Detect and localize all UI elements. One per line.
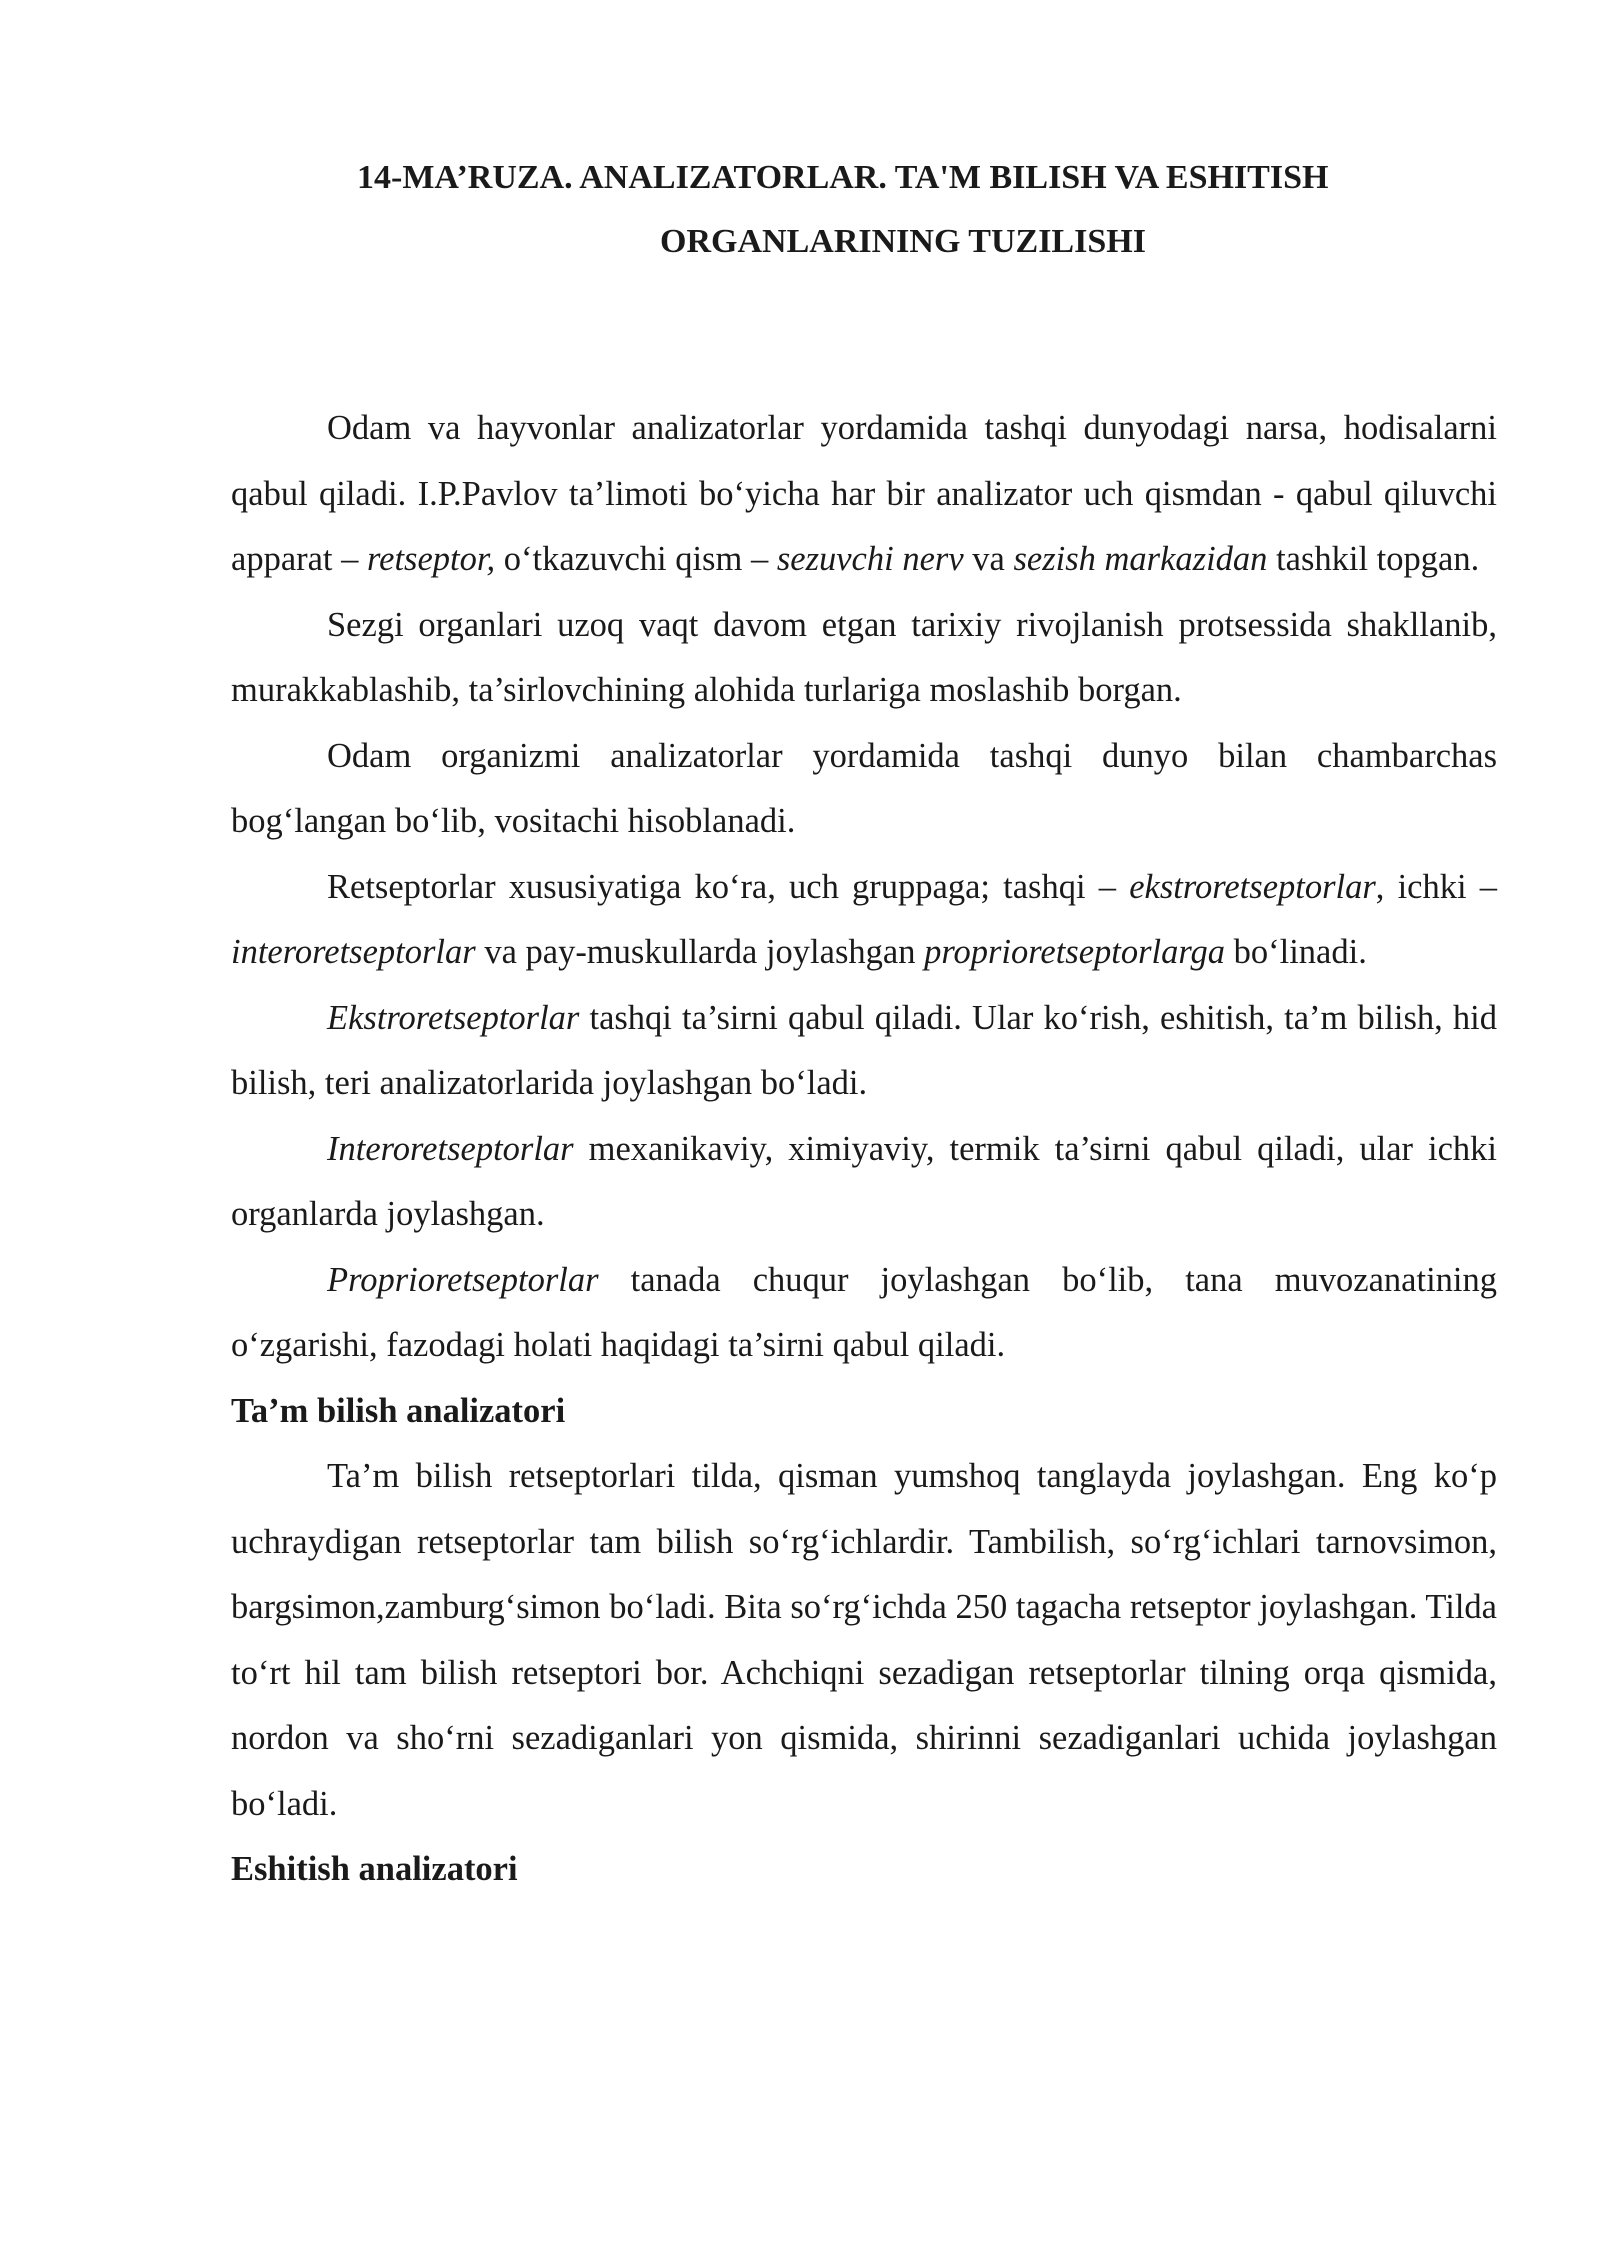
paragraph-text: tanada chuqur joylashgan bo‘lib, tana muvozanatining o‘zgarishi, fazodagi holati haqidagi ta’sirni qabul qiladi. — [231, 1260, 1497, 1364]
italic-term: interoretseptorlar — [231, 933, 476, 971]
italic-term: ekstroretseptorlar — [1129, 867, 1376, 906]
italic-term: Proprioretseptorlar — [327, 1260, 599, 1299]
italic-term: sezish markazidan — [1013, 540, 1268, 578]
italic-term: sezuvchi nerv — [776, 540, 964, 578]
title-line-2: ORGANLARINING TUZILISHI — [660, 223, 1146, 260]
lecture-title — [231, 146, 1497, 274]
paragraph-5 — [231, 986, 1497, 1117]
paragraph-text: bo‘linadi. — [1225, 933, 1367, 971]
paragraph-text: Odam va hayvonlar analizatorlar yordamida tashqi dunyodagi narsa, hodisalarni qabul qiladi. I.P.Pavlov ta’limoti bo‘yicha har bir analizator uch qismdan - qabul qiluvchi apparat – — [231, 409, 1497, 578]
paragraph-7 — [231, 1248, 1497, 1379]
italic-term: proprioretseptorlarga — [924, 933, 1226, 971]
section-heading-hearing: Eshitish analizatori — [231, 1850, 518, 1888]
paragraph-text: , ichki – — [1375, 867, 1497, 906]
paragraph-text: va pay-muskullarda joylashgan — [475, 933, 925, 971]
document-body — [231, 396, 1497, 1903]
paragraph-8: Ta’m bilish retseptorlari tilda, qisman yumshoq tanglayda joylashgan. Eng ko‘p uchraydigan retseptorlar tam bilish so‘rg‘ichlardir. Tambilish, so‘rg‘ichlari tarnovsimon, bargsimon,zamburg‘simon bo‘ladi. Bita so‘rg‘ichda 250 tagacha retseptor joylashgan. Tilda to‘rt hil tam bilish retseptori bor. Achchiqni sezadigan retseptorlar tilning orqa qismida, nordon va sho‘rni sezadiganlari yon qismida, shirinni sezadiganlari uchida joylashgan bo‘ladi. — [231, 1457, 1497, 1823]
italic-term: Ekstroretseptorlar — [327, 998, 580, 1037]
paragraph-3: Odam organizmi analizatorlar yordamida tashqi dunyo bilan chambarchas bog‘langan bo‘lib, vositachi hisoblanadi. — [231, 736, 1497, 840]
paragraph-text: mexanikaviy, ximiyaviy, termik ta’sirni qabul qiladi, ular ichki organlarda joylashgan. — [231, 1129, 1497, 1233]
italic-term: retseptor, — [367, 540, 496, 578]
paragraph-text: tashqi ta’sirni qabul qiladi. Ular ko‘rish, eshitish, ta’m bilish, hid bilish, teri analizatorlarida joylashgan bo‘ladi. — [231, 998, 1497, 1102]
section-heading-taste: Ta’m bilish analizatori — [231, 1391, 566, 1430]
paragraph-text: tashkil topgan. — [1267, 540, 1480, 578]
paragraph-2: Sezgi organlari uzoq vaqt davom etgan tarixiy rivojlanish protsessida shakllanib, murakkablashib, ta’sirlovchining alohida turlariga moslashib borgan. — [231, 605, 1497, 709]
paragraph-4 — [231, 855, 1497, 986]
paragraph-6 — [231, 1117, 1497, 1248]
paragraph-text: o‘tkazuvchi qism – — [495, 540, 777, 578]
paragraph-text: va — [963, 540, 1014, 578]
paragraph-1 — [231, 396, 1497, 593]
title-line-1: 14-MA’RUZA. ANALIZATORLAR. TA'M BILISH VA ESHITISH — [357, 159, 1329, 196]
paragraph-text: Retseptorlar xususiyatiga ko‘ra, uch gruppaga; tashqi – — [327, 867, 1130, 906]
italic-term: Interoretseptorlar — [327, 1129, 574, 1168]
